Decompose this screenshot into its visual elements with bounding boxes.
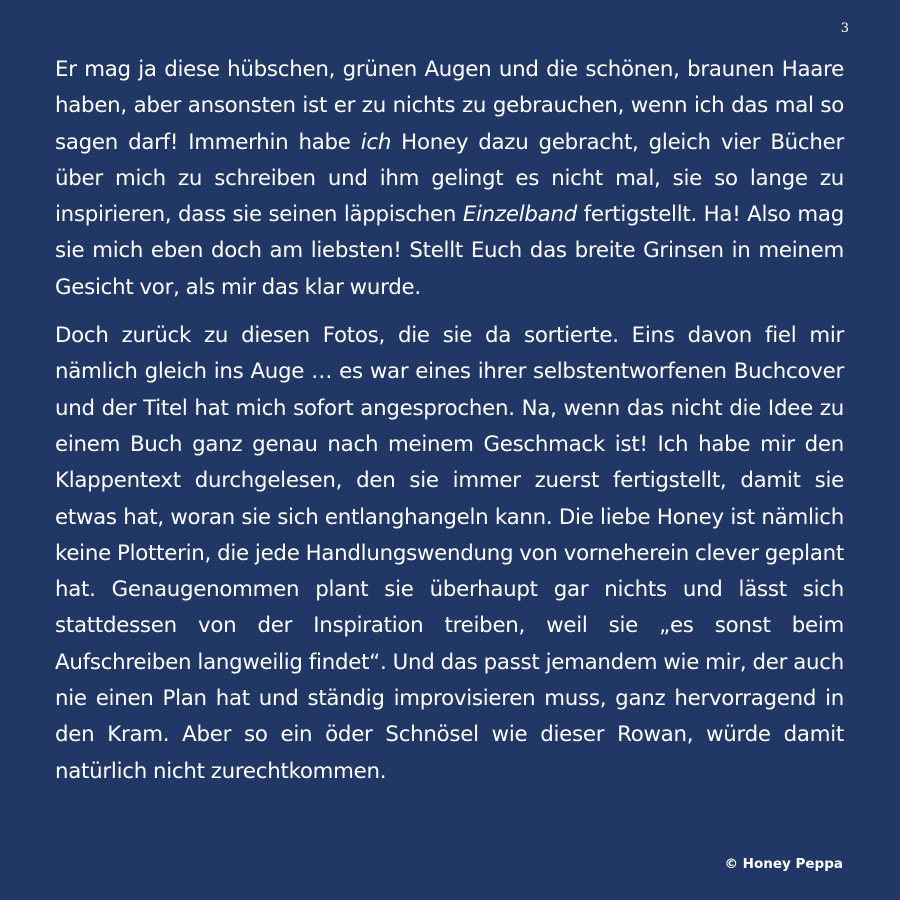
paragraph-1 [55, 52, 844, 306]
paragraph-text: Doch zurück zu diesen Fotos, die sie da sortierte. Eins davon fiel mir nämlich gleich ins Auge … es war eines ihrer selbstentworfenen Buchcover und der Titel hat mich sofort angesprochen. Na, wenn das nicht die Idee zu einem Buch ganz genau nach meinem Geschmack ist! Ich habe mir den Klappentext durchgelesen, den sie immer zuerst fertigstellt, damit sie etwas hat, woran sie sich entlanghangeln kann. Die liebe Honey ist nämlich keine Plotterin, die jede Handlungswendung von vorneherein clever geplant hat. Genaugenommen plant sie überhaupt gar nichts und lässt sich stattdessen von der Inspiration treiben, weil sie „es sonst beim Aufschreiben langweilig findet“. Und das passt jemandem wie mir, der auch nie einen Plan hat und ständig improvisieren muss, ganz hervorragend in den Kram. Aber so ein öder Schnösel wie dieser Rowan, würde damit natürlich nicht zurechtkommen. [55, 323, 844, 784]
page-number: 3 [840, 21, 849, 36]
copyright-notice: © Honey Peppa [724, 856, 843, 872]
italic-book-title: Einzelband [462, 202, 577, 228]
text-block [55, 52, 844, 790]
paragraph-text: Er mag ja diese hübschen, grünen Augen und die schönen, braunen Haare haben, aber ansonsten ist er zu nichts zu gebrauchen, wenn ich das mal so sagen darf! Immerhin habe [55, 57, 844, 155]
paragraph-text: fertigstellt. Ha! Also mag sie mich eben doch am liebsten! Stellt Euch das breite Grinsen in meinem Gesicht vor, als mir das klar wurde. [55, 202, 844, 300]
paragraph-2 [55, 318, 844, 790]
italic-emphasis: ich [360, 129, 392, 155]
paragraph-text: Honey dazu gebracht, gleich vier Bücher über mich zu schreiben und ihm gelingt es nicht mal, sie so lange zu inspirieren, dass sie seinen läppischen [55, 129, 844, 228]
